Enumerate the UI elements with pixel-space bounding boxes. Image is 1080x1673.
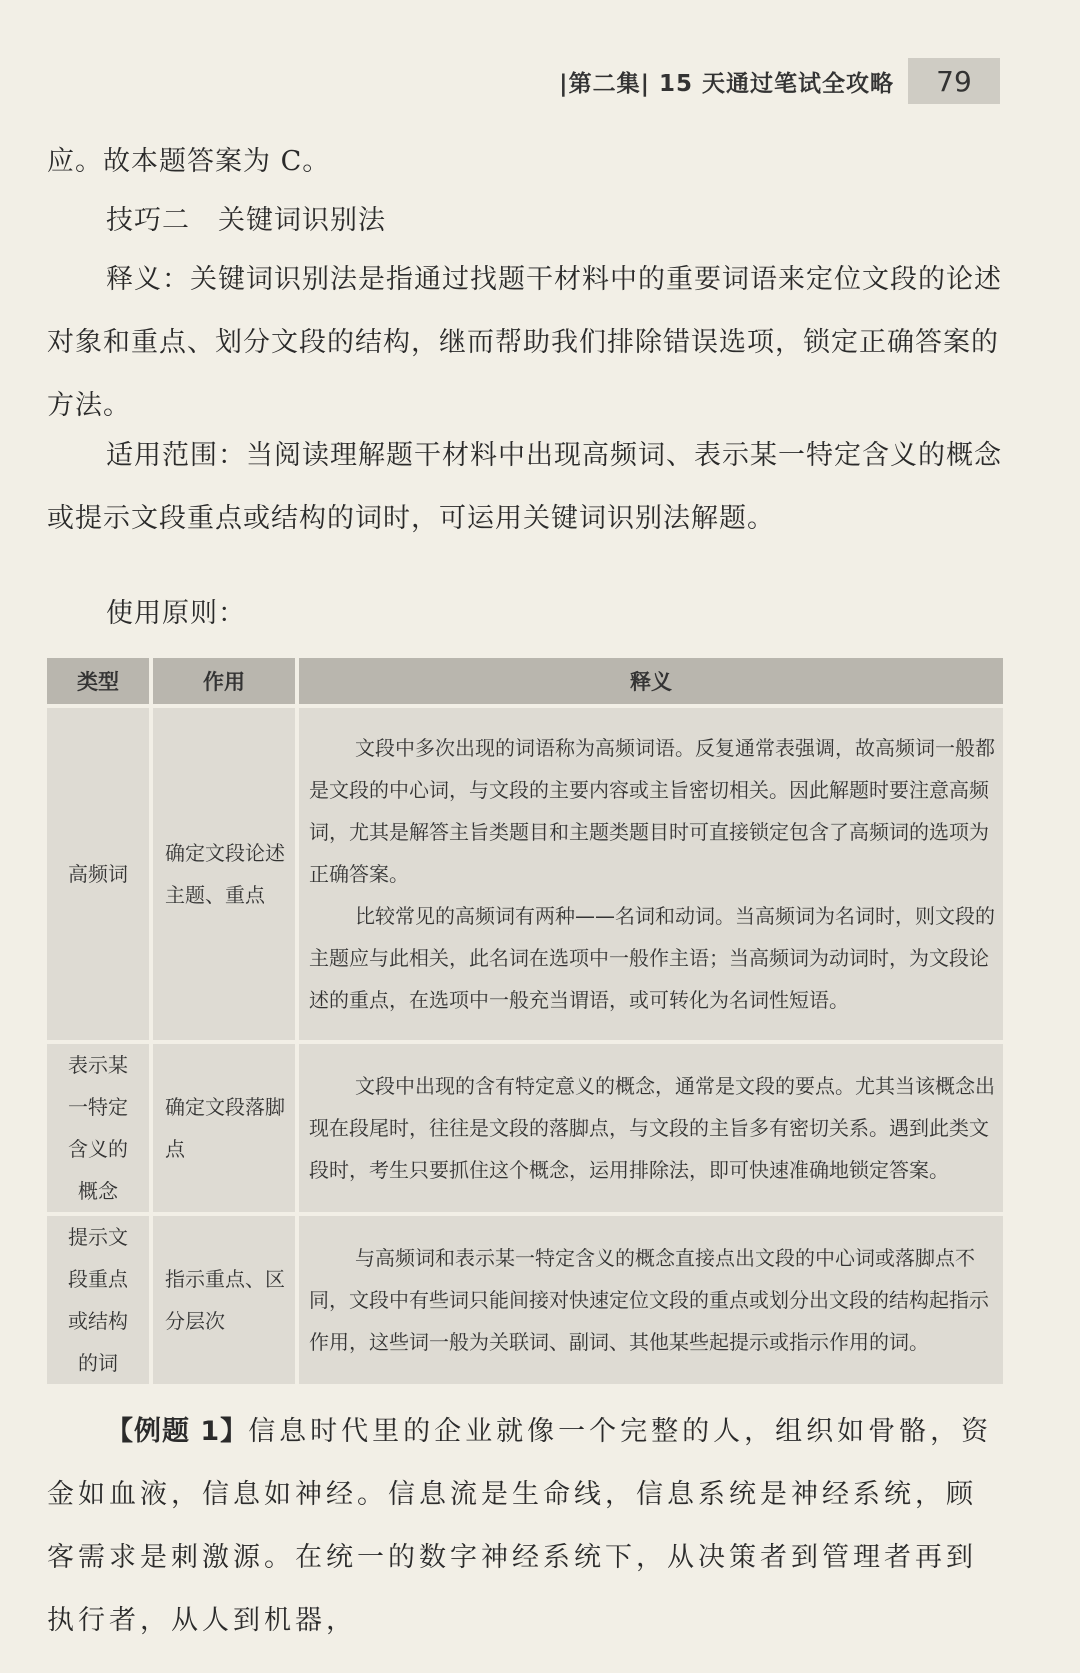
explanation-paragraph: 与高频词和表示某一特定含义的概念直接点出文段的中心词或落脚点不同，文段中有些词只能间接对快速定位文段的重点或划分出文段的结构起指示作用，这些词一般为关联词、副词、其他某些起提示或指示作用的词。	[309, 1246, 989, 1354]
example-paragraph	[47, 1400, 1003, 1652]
row-explanation	[297, 1042, 1003, 1214]
table-row	[47, 706, 1003, 1042]
row-explanation	[297, 706, 1003, 1042]
explanation-paragraph: 比较常见的高频词有两种——名词和动词。当高频词为名词时，则文段的主题应与此相关，此名词在选项中一般作主语；当高频词为动词时，为文段论述的重点，在选项中一般充当谓语，或可转化为名词性短语。	[309, 904, 995, 1012]
paragraph-principles-label: 使用原则：	[106, 598, 246, 629]
row-type: 高频词	[47, 706, 151, 1042]
row-type: 表示某一特定含义的概念	[47, 1042, 151, 1214]
page-number: 79	[908, 58, 1000, 104]
row-function: 指示重点、区分层次	[151, 1214, 297, 1384]
running-title: |第二集| 15 天通过笔试全攻略	[559, 70, 894, 97]
row-explanation	[297, 1214, 1003, 1384]
paragraph-answer: 应。故本题答案为 C。	[47, 146, 331, 177]
example-text: 信息时代里的企业就像一个完整的人，组织如骨骼，资金如血液，信息如神经。信息流是生命线，信息系统是神经系统，顾客需求是刺激源。在统一的数字神经系统下，从决策者到管理者再到执行者，从人到机器，	[47, 1416, 993, 1636]
section-heading: 技巧二 关键词识别法	[106, 205, 386, 236]
header-function: 作用	[151, 658, 297, 706]
table-header-row	[47, 658, 1003, 706]
row-function: 确定文段落脚点	[151, 1042, 297, 1214]
running-header	[540, 58, 1000, 104]
row-type: 提示文段重点或结构的词	[47, 1214, 151, 1384]
explanation-paragraph: 文段中多次出现的词语称为高频词语。反复通常表强调，故高频词一般都是文段的中心词，与文段的主要内容或主旨密切相关。因此解题时要注意高频词，尤其是解答主旨类题目和主题类题目时可直接锁定包含了高频词的选项为正确答案。	[309, 736, 995, 886]
paragraph-scope: 适用范围：当阅读理解题干材料中出现高频词、表示某一特定含义的概念或提示文段重点或结构的词时，可运用关键词识别法解题。	[47, 440, 1002, 534]
table-row	[47, 1214, 1003, 1384]
paragraph-definition: 释义：关键词识别法是指通过找题干材料中的重要词语来定位文段的论述对象和重点、划分文段的结构，继而帮助我们排除错误选项，锁定正确答案的方法。	[47, 264, 1002, 421]
table-row	[47, 1042, 1003, 1214]
example-label: 【例题 1】	[106, 1416, 249, 1447]
principles-table	[47, 658, 1003, 1384]
header-explanation: 释义	[297, 658, 1003, 706]
row-function: 确定文段论述主题、重点	[151, 706, 297, 1042]
explanation-paragraph: 文段中出现的含有特定意义的概念，通常是文段的要点。尤其当该概念出现在段尾时，往往是文段的落脚点，与文段的主旨多有密切关系。遇到此类文段时，考生只要抓住这个概念，运用排除法，即可快速准确地锁定答案。	[309, 1074, 995, 1182]
header-type: 类型	[47, 658, 151, 706]
